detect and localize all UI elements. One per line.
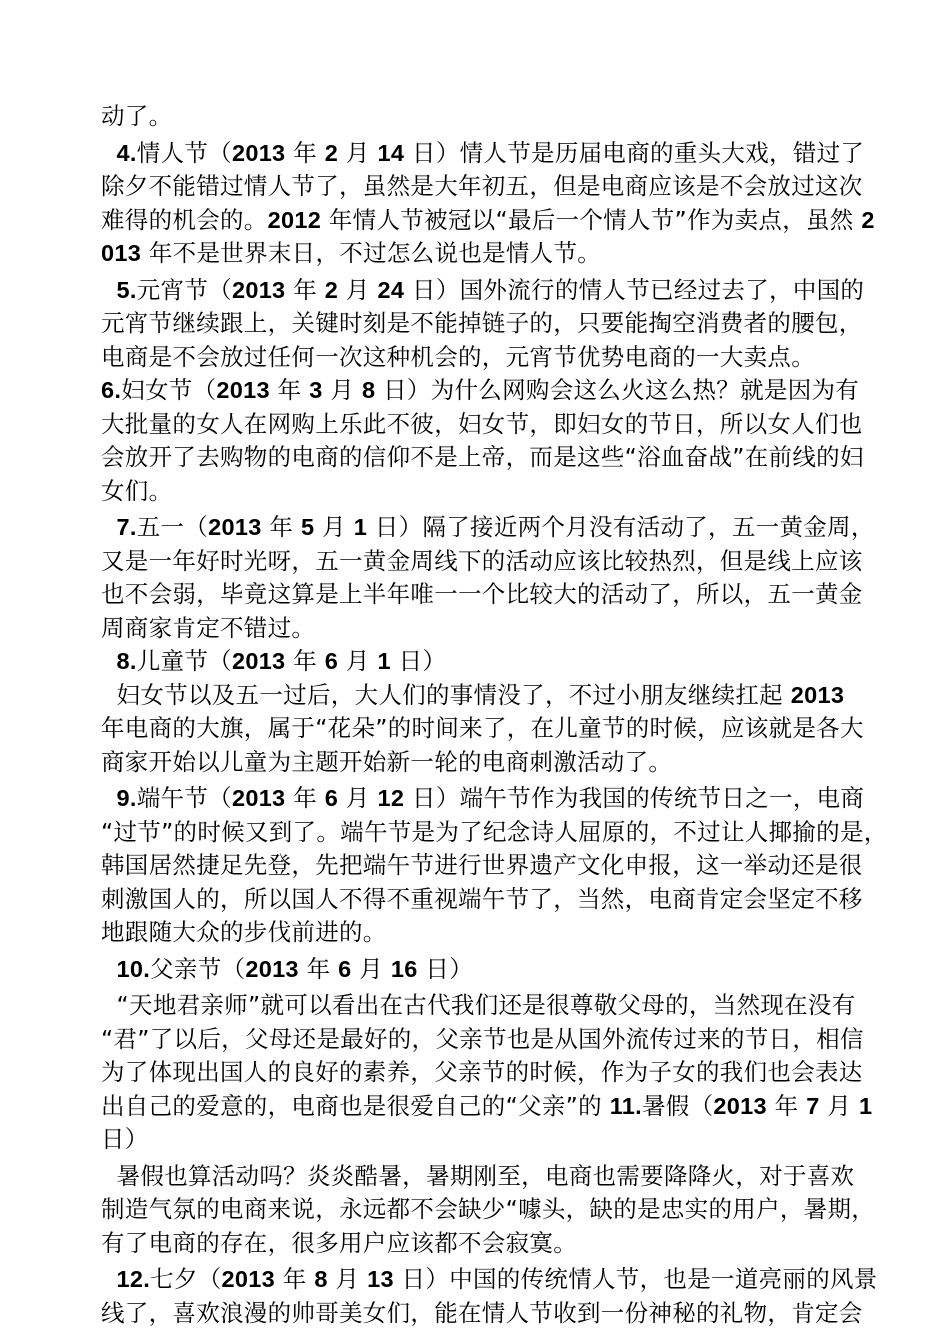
text-line: 动了。 <box>101 102 173 130</box>
text-line: 9.端午节（2013 年 6 月 12 日）端午节作为我国的传统节日之一，电商 <box>116 784 865 812</box>
text-line: “过节”的时候又到了。端午节是为了纪念诗人屈原的，不过让人揶揄的是， <box>101 817 888 846</box>
text-line: 8.儿童节（2013 年 6 月 1 日） <box>116 647 447 675</box>
text-line: 12.七夕（2013 年 8 月 13 日）中国的传统情人节，也是一道亮丽的风景 <box>116 1265 878 1293</box>
text-line: 制造气氛的电商来说，永远都不会缺少“噱头，缺的是忠实的用户，暑期， <box>101 1195 876 1223</box>
text-line: 元宵节继续跟上，关键时刻是不能掉链子的，只要能掏空消费者的腰包， <box>101 309 863 337</box>
text-line: 出自己的爱意的，电商也是很爱自己的“父亲”的 11.暑假（2013 年 7 月 1 <box>101 1091 873 1120</box>
text-line: 除夕不能错过情人节了，虽然是大年初五，但是电商应该是不会放过这次 <box>101 172 863 200</box>
text-line: 5.元宵节（2013 年 2 月 24 日）国外流行的情人节已经过去了，中国的 <box>116 275 865 304</box>
text-line: 暑假也算活动吗？炎炎酷暑，暑期刚至，电商也需要降降火，对于喜欢 <box>116 1161 855 1190</box>
text-line: 会放开了去购物的电商的信仰不是上帝，而是这些“浴血奋战”在前线的妇 <box>101 443 864 471</box>
text-line: 韩国居然捷足先登，先把端午节进行世界遗产文化申报，这一举动还是很 <box>101 851 863 879</box>
text-line: 4.情人节（2013 年 2 月 14 日）情人节是历届电商的重头大戏，错过了 <box>116 138 865 167</box>
text-line: 地跟随大众的步伐前进的。 <box>101 918 387 946</box>
text-line: 又是一年好时光呀，五一黄金周线下的活动应该比较热烈，但是线上应该 <box>101 546 863 575</box>
text-line: 商家开始以儿童为主题开始新一轮的电商刺激活动了。 <box>101 747 673 776</box>
text-line: 年电商的大旗，属于“花朵”的时间来了，在儿童节的时候，应该就是各大 <box>101 714 864 742</box>
text-line: 大批量的女人在网购上乐此不彼，妇女节，即妇女的节日，所以女人们也 <box>101 409 863 438</box>
text-line: 电商是不会放过任何一次这种机会的，元宵节优势电商的一大卖点。 <box>101 342 815 371</box>
text-line: 周商家肯定不错过。 <box>101 613 316 642</box>
text-line: “君”了以后，父母还是最好的，父亲节也是从国外流传过来的节日，相信 <box>101 1024 864 1053</box>
text-line: 013 年不是世界末日，不过怎么说也是情人节。 <box>101 239 602 267</box>
text-line: 线了，喜欢浪漫的帅哥美女们，能在情人节收到一份神秘的礼物，肯定会 <box>101 1298 863 1327</box>
text-line: 日） <box>101 1125 149 1153</box>
text-line: 10.父亲节（2013 年 6 月 16 日） <box>116 954 473 983</box>
text-line: 难得的机会的。2012 年情人节被冠以“最后一个情人节”作为卖点，虽然 2 <box>101 205 875 234</box>
text-line: 妇女节以及五一过后，大人们的事情没了，不过小朋友继续扛起 2013 <box>116 680 845 709</box>
document-body <box>101 100 888 1330</box>
text-line: 为了体现出国人的良好的素养，父亲节的时候，作为子女的我们也会表达 <box>101 1058 863 1086</box>
text-line: 刺激国人的，所以国人不得不重视端午节了，当然，电商肯定会坚定不移 <box>101 884 863 913</box>
text-line: 6.妇女节（2013 年 3 月 8 日）为什么网购会这么火这么热？就是因为有 <box>101 376 860 404</box>
text-line: “天地君亲师”就可以看出在古代我们还是很尊敬父母的，当然现在没有 <box>116 991 856 1019</box>
text-line: 也不会弱，毕竟这算是上半年唯一一个比较大的活动了，所以，五一黄金 <box>101 580 863 608</box>
text-line: 女们。 <box>101 476 173 505</box>
text-line: 有了电商的存在，很多用户应该都不会寂寞。 <box>101 1228 577 1257</box>
text-line: 7.五一（2013 年 5 月 1 日）隔了接近两个月没有活动了，五一黄金周， <box>116 513 875 541</box>
